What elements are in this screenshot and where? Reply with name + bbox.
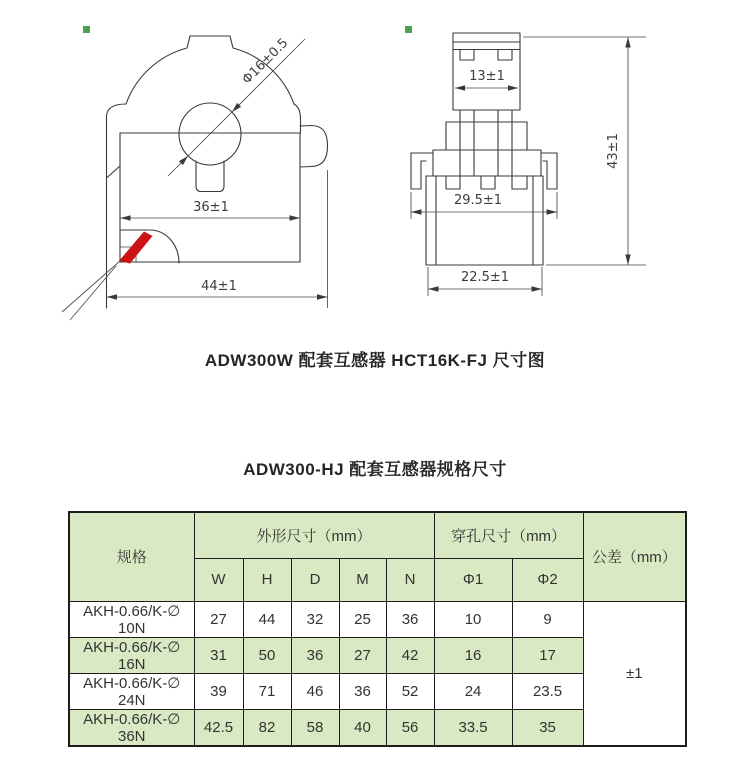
- sv-tier2-outline: [433, 150, 541, 176]
- table-row: [69, 601, 686, 637]
- ct-right-neck: [294, 104, 301, 133]
- value-cell: 9: [512, 601, 583, 637]
- value-cell: 56: [386, 709, 434, 746]
- value-cell: 40: [339, 709, 386, 746]
- col-header-phi1: Φ1: [434, 558, 512, 601]
- dim-label-inner-width: 36±1: [193, 200, 229, 215]
- arrowhead: [411, 209, 422, 214]
- sv-top-block-lines: [453, 42, 520, 50]
- value-cell: 39: [194, 673, 243, 709]
- value-cell: 71: [243, 673, 291, 709]
- value-cell: 25: [339, 601, 386, 637]
- value-cell: 50: [243, 637, 291, 673]
- ct-left-side: [107, 104, 127, 308]
- dim-label-top-width: 13±1: [469, 69, 505, 84]
- col-header-n: N: [386, 558, 434, 601]
- arrowhead: [625, 255, 630, 266]
- arrowhead: [107, 294, 118, 299]
- ct-hinge-outline: [196, 161, 224, 192]
- value-cell: 16: [434, 637, 512, 673]
- dim-label-overall-width: 44±1: [201, 279, 237, 294]
- spec-cell: AKH-0.66/K-∅ 10N: [69, 601, 194, 637]
- col-header-m: M: [339, 558, 386, 601]
- table-header-row-groups: [69, 512, 686, 558]
- value-cell: 82: [243, 709, 291, 746]
- col-header-h: H: [243, 558, 291, 601]
- dim-label-hole-diameter: Φ16±0.5: [239, 35, 292, 88]
- dimension-drawings: [0, 0, 750, 335]
- lead-wires: [62, 261, 120, 320]
- green-handle-marker: [83, 26, 90, 33]
- value-cell: 10: [434, 601, 512, 637]
- col-header-w: W: [194, 558, 243, 601]
- sv-left-hook: [411, 153, 433, 189]
- value-cell: 42.5: [194, 709, 243, 746]
- sv-posts: [460, 110, 512, 122]
- col-header-spec: 规格: [69, 512, 194, 601]
- arrowhead: [547, 209, 558, 214]
- value-cell: 36: [386, 601, 434, 637]
- front-view-drawing: [62, 26, 328, 320]
- col-group-outline-dims: 外形尺寸（mm）: [194, 512, 434, 558]
- arrowhead: [532, 286, 543, 291]
- value-cell: 23.5: [512, 673, 583, 709]
- arrowhead: [428, 286, 439, 291]
- arrowhead: [625, 37, 630, 48]
- spec-cell: AKH-0.66/K-∅ 24N: [69, 673, 194, 709]
- ct-dome-outline: [126, 36, 294, 104]
- arrowhead: [120, 215, 131, 220]
- value-cell: 46: [291, 673, 339, 709]
- value-cell: 31: [194, 637, 243, 673]
- value-cell: 17: [512, 637, 583, 673]
- col-header-d: D: [291, 558, 339, 601]
- spec-cell: AKH-0.66/K-∅ 36N: [69, 709, 194, 746]
- arrowhead: [290, 215, 301, 220]
- spec-table: [68, 511, 687, 747]
- value-cell: 42: [386, 637, 434, 673]
- value-cell: 27: [339, 637, 386, 673]
- arrowhead: [317, 294, 328, 299]
- dim-label-mid-width: 29.5±1: [453, 193, 503, 208]
- value-cell: 58: [291, 709, 339, 746]
- value-cell: 24: [434, 673, 512, 709]
- col-header-phi2: Φ2: [512, 558, 583, 601]
- arrowhead: [508, 85, 518, 90]
- spec-table-title: ADW300-HJ 配套互感器规格尺寸: [243, 460, 507, 479]
- sv-top-notches: [460, 50, 512, 61]
- col-group-hole-dims: 穿孔尺寸（mm）: [434, 512, 583, 558]
- value-cell: 36: [339, 673, 386, 709]
- sv-comb-ribs: [446, 122, 527, 189]
- value-cell: 36: [291, 637, 339, 673]
- spec-cell: AKH-0.66/K-∅ 16N: [69, 637, 194, 673]
- dim-label-bottom-width: 22.5±1: [460, 270, 510, 285]
- value-cell: 32: [291, 601, 339, 637]
- figure-caption: ADW300W 配套互感器 HCT16K-FJ 尺寸图: [204, 351, 546, 370]
- green-handle-marker: [405, 26, 412, 33]
- value-cell: 33.5: [434, 709, 512, 746]
- ct-left-break-line: [107, 166, 121, 178]
- sv-tier1-outline: [446, 122, 527, 150]
- value-cell: 52: [386, 673, 434, 709]
- side-view-drawing: [405, 26, 646, 296]
- col-header-tolerance: 公差（mm）: [583, 512, 686, 601]
- value-cell: 35: [512, 709, 583, 746]
- value-cell: 27: [194, 601, 243, 637]
- tolerance-value-cell: ±1: [583, 601, 686, 746]
- dim-label-height: 43±1: [606, 133, 621, 169]
- arrowhead: [455, 85, 465, 90]
- ct-right-clip-tab: [300, 126, 328, 168]
- value-cell: 44: [243, 601, 291, 637]
